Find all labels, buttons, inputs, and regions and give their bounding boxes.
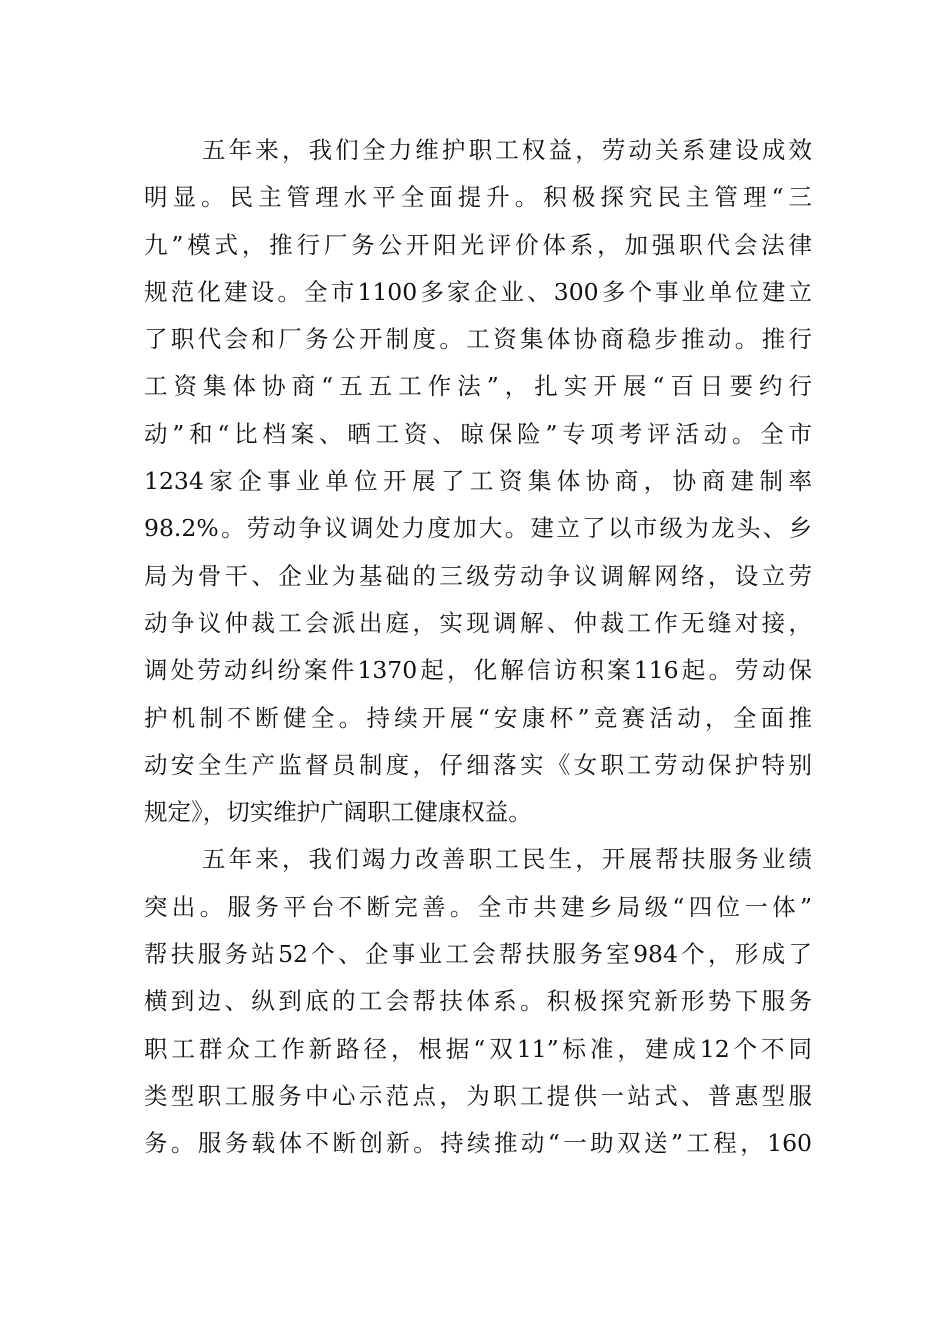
body-text (144, 127, 812, 1168)
paragraph-1-line-7: 动”和“比档案、晒工资、晾保险”专项考评活动。全市 (144, 419, 812, 448)
paragraph-2-line-6: 类型职工服务中心示范点，为职工提供一站式、普惠型服 (144, 1081, 812, 1110)
paragraph-1-line-2: 明显。民主管理水平全面提升。积极探究民主管理“三 (144, 183, 812, 212)
paragraph-1-line-12: 调处劳动纠纷案件1370起，化解信访积案116起。劳动保 (144, 656, 812, 685)
paragraph-1-line-11: 动争议仲裁工会派出庭，实现调解、仲裁工作无缝对接， (144, 608, 812, 637)
paragraph-1-line-6: 工资集体协商“五五工作法”，扎实开展“百日要约行 (144, 372, 812, 401)
paragraph-2-line-5: 职工群众工作新路径，根据“双11”标准，建成12个不同 (144, 1034, 812, 1063)
paragraph-1-line-8: 1234家企事业单位开展了工资集体协商，协商建制率 (144, 467, 812, 496)
paragraph-1-line-13: 护机制不断健全。持续开展“安康杯”竞赛活动，全面推 (144, 703, 812, 732)
paragraph-1-line-4: 规范化建设。全市1100多家企业、300多个事业单位建立 (144, 277, 812, 306)
paragraph-1-line-3: 九”模式，推行厂务公开阳光评价体系，加强职代会法律 (144, 230, 812, 259)
paragraph-2-line-1: 五年来，我们竭力改善职工民生，开展帮扶服务业绩 (202, 845, 812, 874)
paragraph-1-line-10: 局为骨干、企业为基础的三级劳动争议调解网络，设立劳 (144, 561, 812, 590)
paragraph-1-line-9: 98.2%。劳动争议调处力度加大。建立了以市级为龙头、乡 (144, 514, 812, 543)
paragraph-1-line-1: 五年来，我们全力维护职工权益，劳动关系建设成效 (202, 136, 812, 164)
paragraph-1-line-15: 规定》，切实维护广阔职工健康权益。 (144, 798, 532, 827)
paragraph-2-line-4: 横到边、纵到底的工会帮扶体系。积极探究新形势下服务 (144, 987, 812, 1016)
paragraph-2-line-7: 务。服务载体不断创新。持续推动“一助双送”工程，160 (144, 1129, 812, 1158)
paragraph-2-line-2: 突出。服务平台不断完善。全市共建乡局级“四位一体” (144, 892, 812, 921)
paragraph-1-line-14: 动安全生产监督员制度，仔细落实《女职工劳动保护特别 (144, 750, 812, 779)
paragraph-1-line-5: 了职代会和厂务公开制度。工资集体协商稳步推动。推行 (144, 325, 812, 354)
paragraph-2-line-3: 帮扶服务站52个、企事业工会帮扶服务室984个，形成了 (144, 940, 812, 969)
